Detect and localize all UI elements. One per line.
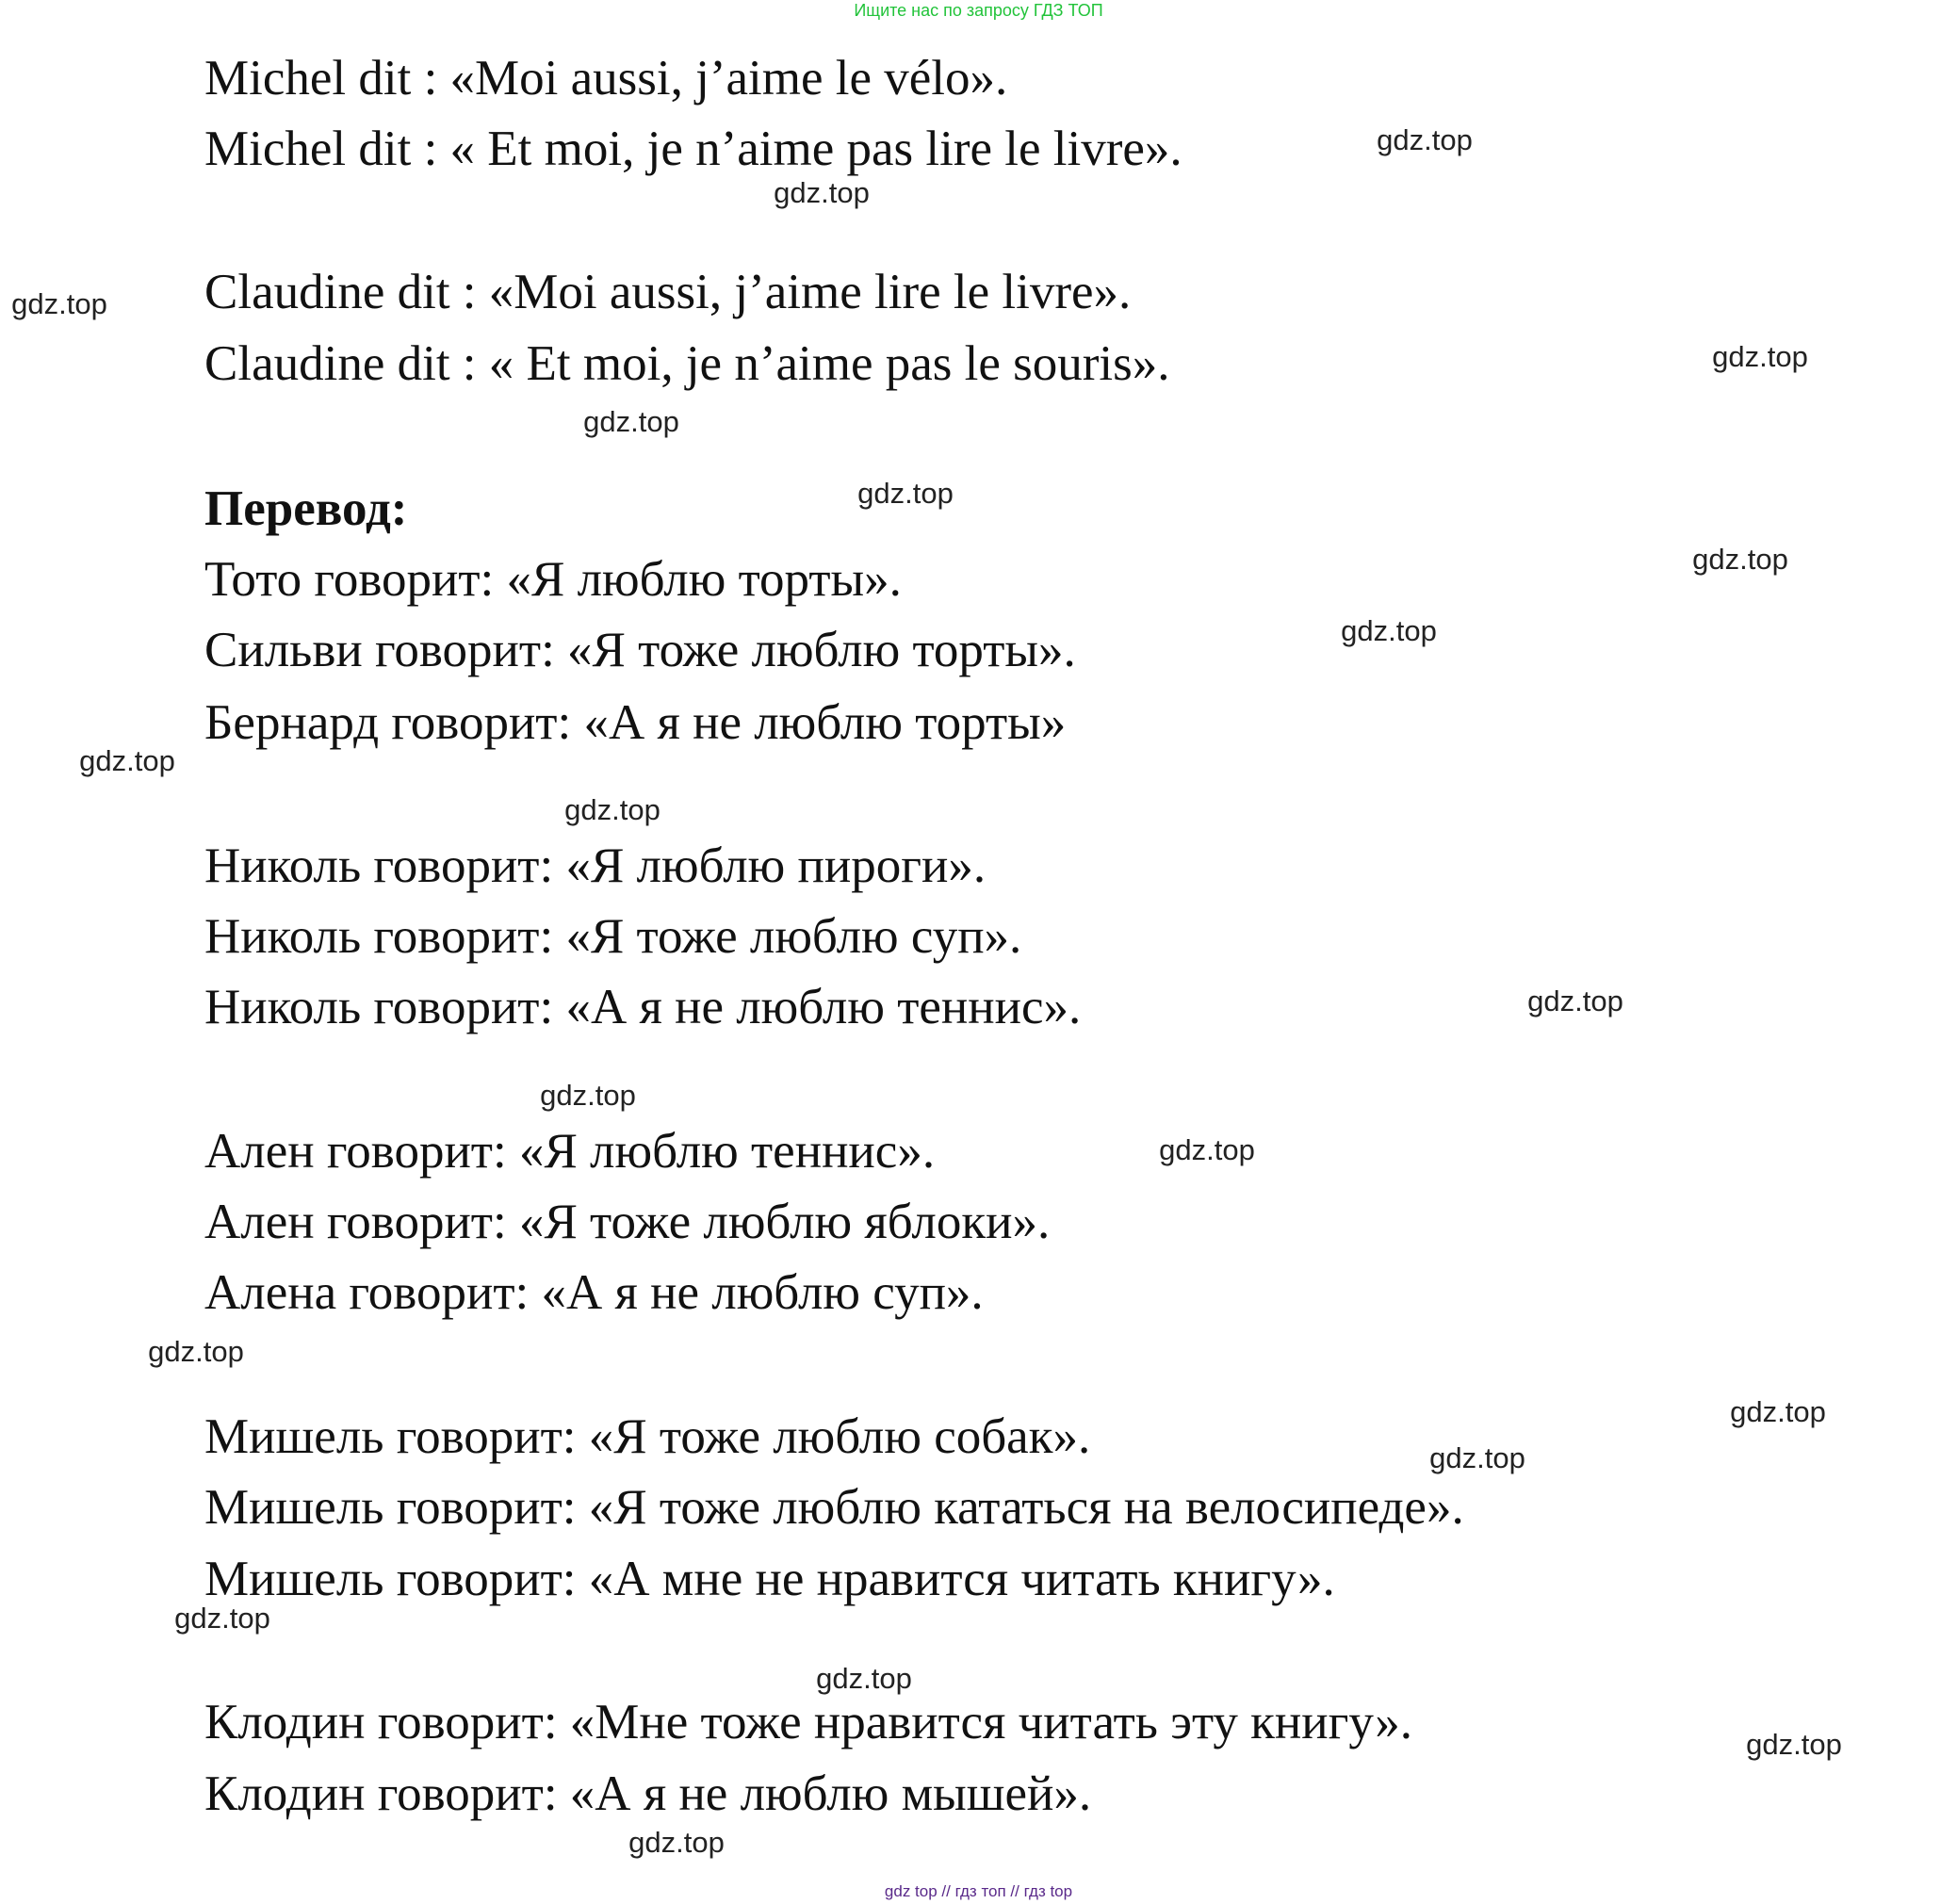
text-line: Клодин говорит: «Мне тоже нравится читать эту книгу». [204, 1695, 1412, 1749]
text-line: Ален говорит: «Я тоже люблю яблоки». [204, 1195, 1051, 1249]
section-heading: Перевод: [204, 481, 408, 536]
watermark: gdz.top [1730, 1395, 1826, 1428]
watermark: gdz.top [174, 1602, 270, 1635]
watermark: gdz.top [1712, 340, 1808, 373]
watermark: gdz.top [1429, 1441, 1525, 1474]
text-line: Claudine dit : «Moi aussi, j’aime lire le livre». [204, 265, 1132, 319]
text-line: Бернард говорит: «А я не люблю торты» [204, 695, 1067, 750]
text-line: Мишель говорит: «Я тоже люблю собак». [204, 1409, 1091, 1464]
text-line: Michel dit : «Moi aussi, j’aime le vélo». [204, 51, 1008, 106]
watermark: gdz.top [857, 477, 954, 510]
text-line: Мишель говорит: «Я тоже люблю кататься на велосипеде». [204, 1480, 1464, 1535]
watermark: gdz.top [1377, 123, 1473, 156]
text-line: Сильви говорит: «Я тоже люблю торты». [204, 623, 1076, 677]
watermark: gdz.top [583, 405, 679, 438]
watermark: gdz.top [816, 1662, 912, 1695]
watermark: gdz.top [1341, 614, 1437, 647]
watermark: gdz.top [148, 1335, 244, 1368]
watermark: gdz.top [564, 793, 660, 826]
watermark: gdz.top [79, 744, 175, 777]
watermark: gdz.top [1692, 543, 1788, 576]
text-line: Мишель говорит: «А мне не нравится читать книгу». [204, 1552, 1335, 1606]
text-line: Claudine dit : « Et moi, je n’aime pas le souris». [204, 336, 1170, 391]
watermark: gdz.top [1746, 1728, 1842, 1761]
watermark: gdz.top [11, 287, 107, 320]
text-line: Николь говорит: «А я не люблю теннис». [204, 980, 1082, 1034]
text-line: Тото говорит: «Я люблю торты». [204, 552, 902, 607]
footer-watermark: gdz top // гдз топ // гдз top [884, 1882, 1073, 1900]
watermark: gdz.top [628, 1826, 725, 1859]
watermark: gdz.top [774, 176, 870, 209]
watermark: gdz.top [1527, 985, 1623, 1017]
text-line: Николь говорит: «Я тоже люблю суп». [204, 909, 1022, 964]
text-line: Алена говорит: «А я не люблю суп». [204, 1265, 984, 1320]
header-watermark: Ищите нас по запросу ГДЗ ТОП [854, 1, 1103, 20]
text-line: Клодин говорит: «А я не люблю мышей». [204, 1766, 1092, 1821]
text-line: Michel dit : « Et moi, je n’aime pas lire le livre». [204, 122, 1182, 176]
text-line: Николь говорит: «Я люблю пироги». [204, 838, 987, 893]
watermark: gdz.top [1159, 1133, 1255, 1166]
watermark: gdz.top [540, 1079, 636, 1112]
text-line: Ален говорит: «Я люблю теннис». [204, 1124, 936, 1179]
